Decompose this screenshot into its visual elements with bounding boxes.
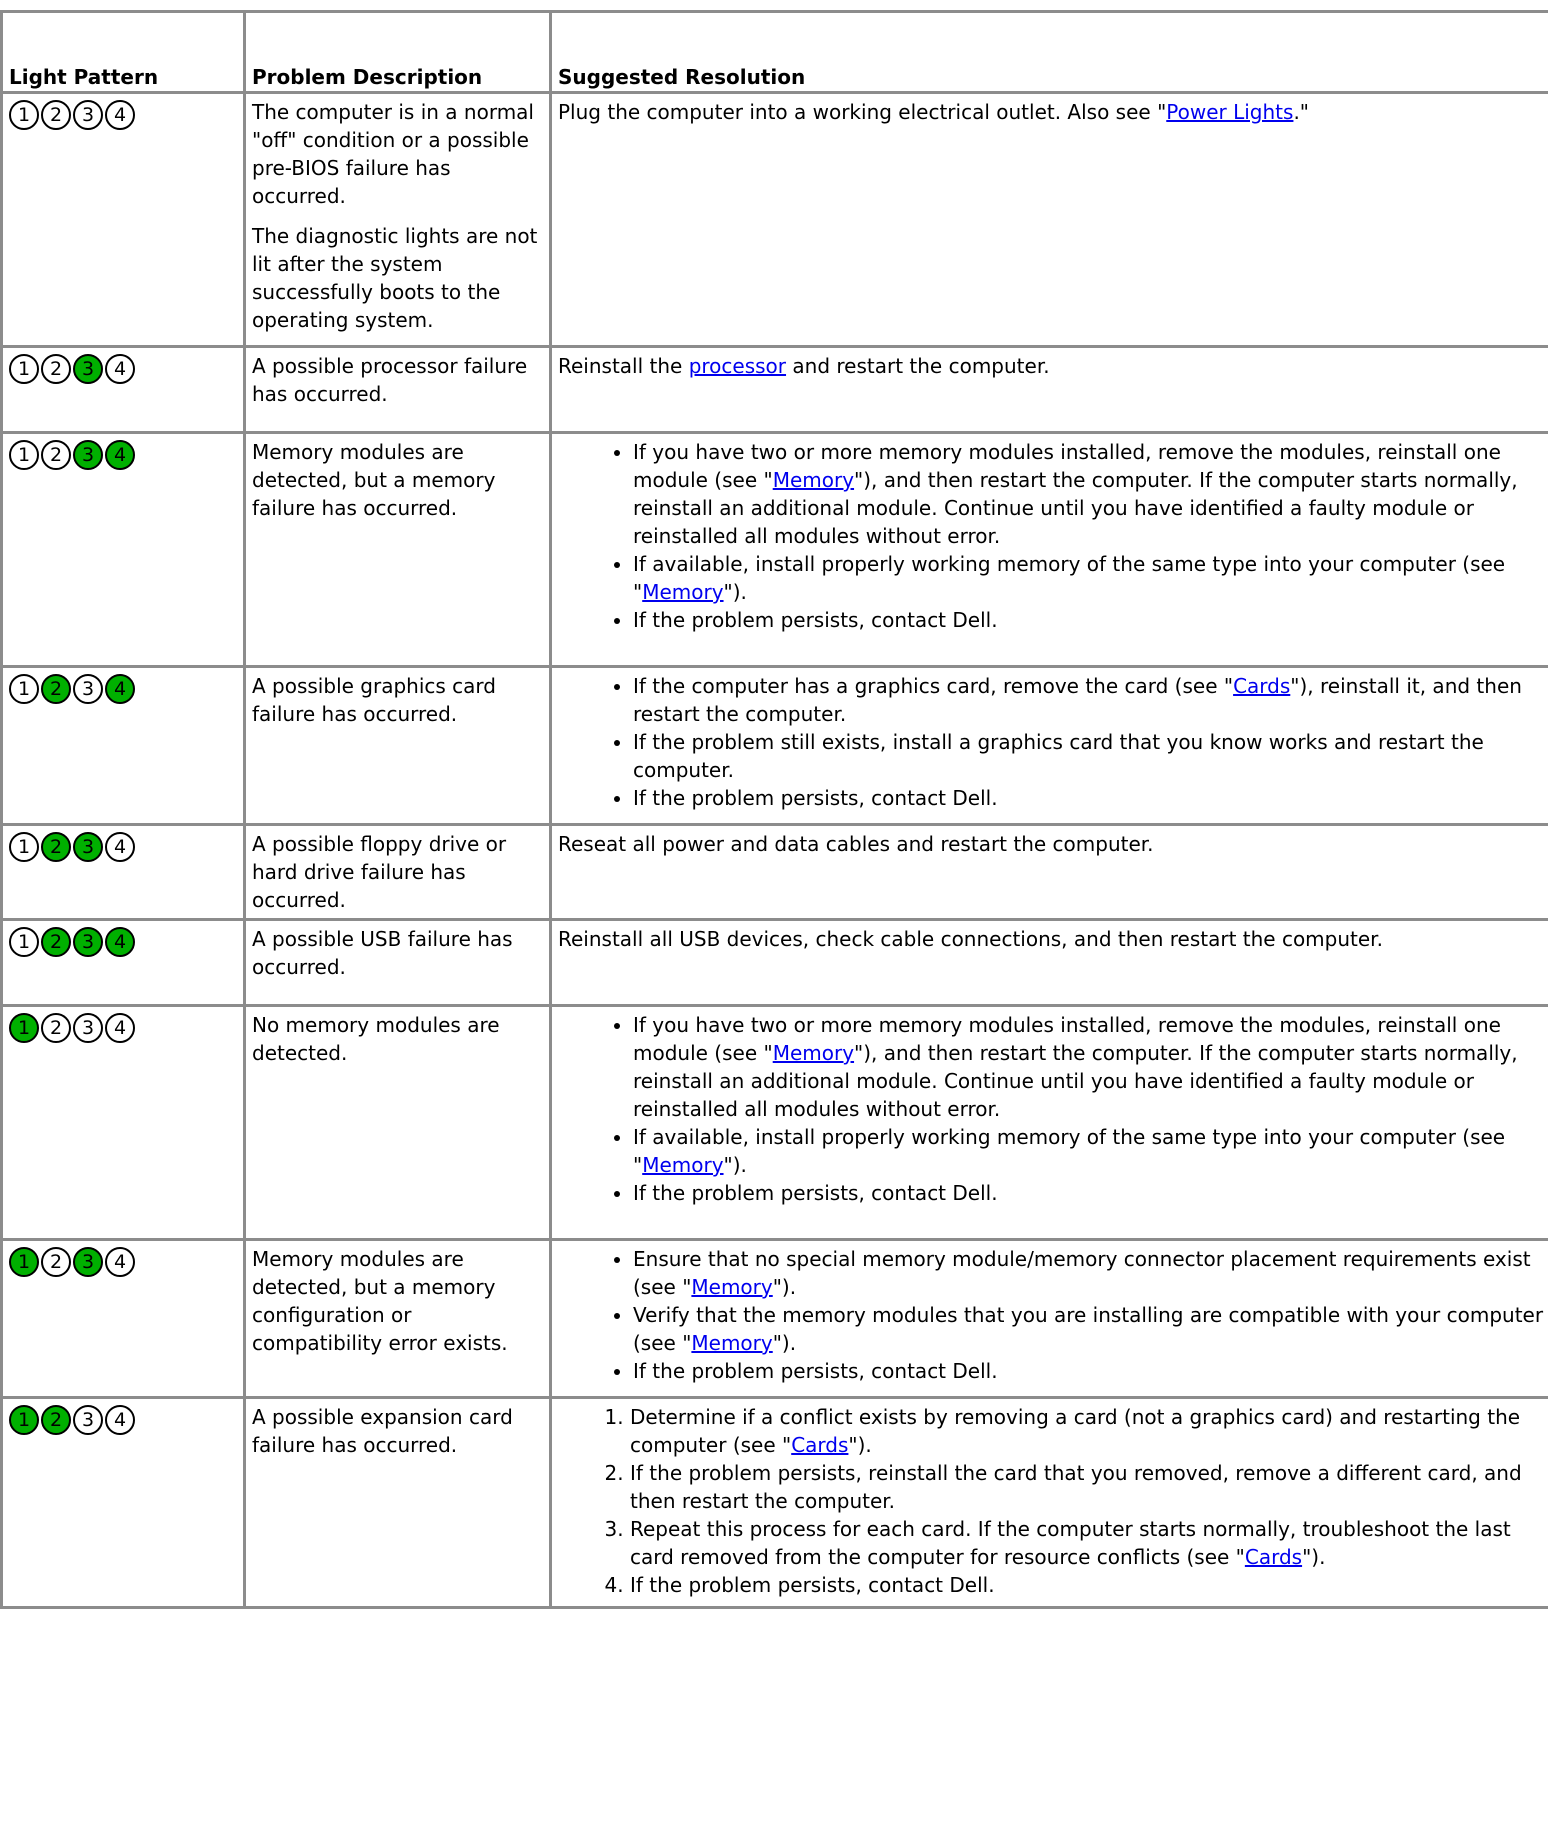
list-item	[630, 1571, 1548, 1599]
light-2-off-icon: 2	[41, 100, 71, 130]
light-3-off-icon: 3	[73, 100, 103, 130]
table-row	[3, 348, 1548, 434]
suggested-resolution-cell	[552, 434, 1548, 668]
problem-description-text: Memory modules are detected, but a memory configuration or compatibility error exists.	[252, 1247, 508, 1355]
resolution-paragraph	[558, 98, 1548, 126]
problem-description-cell	[246, 348, 552, 434]
link-memory[interactable]: Memory	[642, 580, 724, 604]
resolution-text: ").	[1302, 1545, 1326, 1569]
resolution-text: ").	[723, 1153, 747, 1177]
light-1-off-icon: 1	[9, 832, 39, 862]
problem-description-cell	[246, 434, 552, 668]
suggested-resolution-cell	[552, 826, 1548, 921]
problem-description-text: A possible USB failure has occurred.	[252, 927, 513, 979]
table-row	[3, 94, 1548, 348]
resolution-text: If the problem persists, contact Dell.	[633, 608, 998, 632]
light-2-on-icon: 2	[41, 1405, 71, 1435]
table-row	[3, 1399, 1548, 1609]
problem-description-text: A possible graphics card failure has occurred.	[252, 674, 496, 726]
light-4-on-icon: 4	[105, 927, 135, 957]
problem-description-text: A possible floppy drive or hard drive failure has occurred.	[252, 832, 507, 912]
resolution-bullet-list	[558, 438, 1548, 634]
light-pattern-cell	[3, 1399, 246, 1609]
list-item	[630, 1459, 1548, 1515]
diagnostic-lights-table-wrapper	[0, 10, 1548, 1609]
problem-description-text: A possible expansion card failure has occurred.	[252, 1405, 513, 1457]
diagnostic-lights	[9, 1403, 237, 1435]
light-1-off-icon: 1	[9, 927, 39, 957]
light-2-off-icon: 2	[41, 440, 71, 470]
light-2-off-icon: 2	[41, 1013, 71, 1043]
diagnostic-lights-table	[0, 10, 1548, 1609]
resolution-text: If the problem persists, reinstall the card that you removed, remove a different card, and then restart the computer.	[630, 1461, 1522, 1513]
table-row	[3, 1241, 1548, 1399]
light-pattern-cell	[3, 921, 246, 1007]
light-2-off-icon: 2	[41, 1247, 71, 1277]
resolution-text: Determine if a conflict exists by removing a card (not a graphics card) and restarting the computer (see "	[630, 1405, 1521, 1457]
problem-description-text: A possible processor failure has occurred.	[252, 354, 528, 406]
light-pattern-cell	[3, 434, 246, 668]
diagnostic-lights	[9, 925, 237, 957]
light-4-on-icon: 4	[105, 440, 135, 470]
link-power-lights[interactable]: Power Lights	[1166, 100, 1294, 124]
list-item	[630, 1515, 1548, 1571]
problem-description-cell	[246, 1007, 552, 1241]
resolution-text: Reinstall all USB devices, check cable connections, and then restart the computer.	[558, 927, 1383, 951]
resolution-text: If the problem persists, contact Dell.	[633, 786, 998, 810]
light-3-on-icon: 3	[73, 440, 103, 470]
header-problem-description: Problem Description	[246, 13, 552, 94]
resolution-text: ."	[1293, 100, 1309, 124]
problem-description-cell	[246, 1399, 552, 1609]
light-1-off-icon: 1	[9, 100, 39, 130]
link-processor[interactable]: processor	[688, 354, 787, 378]
resolution-bullet-list	[558, 1245, 1548, 1385]
light-4-off-icon: 4	[105, 1405, 135, 1435]
light-pattern-cell	[3, 348, 246, 434]
light-2-on-icon: 2	[41, 674, 71, 704]
link-cards[interactable]: Cards	[791, 1433, 849, 1457]
link-cards[interactable]: Cards	[1244, 1545, 1303, 1569]
table-header-row	[3, 13, 1548, 94]
light-4-off-icon: 4	[105, 100, 135, 130]
resolution-text: If available, install properly working memory of the same type into your computer (see "	[633, 552, 1506, 604]
problem-description-text: The computer is in a normal "off" condition or a possible pre-BIOS failure has occurred.	[252, 100, 534, 208]
header-suggested-resolution: Suggested Resolution	[552, 13, 1548, 94]
light-4-off-icon: 4	[105, 354, 135, 384]
light-1-on-icon: 1	[9, 1405, 39, 1435]
resolution-text: If the problem still exists, install a graphics card that you know works and restart the computer.	[633, 730, 1484, 782]
light-2-off-icon: 2	[41, 354, 71, 384]
resolution-paragraph	[558, 352, 1548, 380]
suggested-resolution-cell	[552, 921, 1548, 1007]
light-pattern-cell	[3, 94, 246, 348]
light-pattern-cell	[3, 668, 246, 826]
resolution-bullet-list	[558, 1011, 1548, 1207]
light-3-on-icon: 3	[73, 1247, 103, 1277]
list-item	[633, 1179, 1548, 1207]
list-item	[633, 1357, 1548, 1385]
table-body	[3, 94, 1548, 1609]
resolution-text: If the computer has a graphics card, remove the card (see "	[633, 674, 1234, 698]
list-item	[633, 438, 1548, 550]
link-memory[interactable]: Memory	[642, 1153, 724, 1177]
resolution-text: ").	[772, 1331, 797, 1355]
link-cards[interactable]: Cards	[1233, 674, 1291, 698]
resolution-paragraph	[558, 925, 1548, 953]
table-row	[3, 921, 1548, 1007]
light-pattern-cell	[3, 826, 246, 921]
resolution-text: If the problem persists, contact Dell.	[633, 1181, 998, 1205]
resolution-text: Plug the computer into a working electrical outlet. Also see "	[558, 100, 1167, 124]
light-4-off-icon: 4	[105, 1247, 135, 1277]
list-item	[633, 1123, 1548, 1179]
numbered-steps-list	[558, 1403, 1548, 1599]
light-1-on-icon: 1	[9, 1247, 39, 1277]
problem-description-cell	[246, 94, 552, 348]
suggested-resolution-cell	[552, 94, 1548, 348]
light-4-off-icon: 4	[105, 1013, 135, 1043]
resolution-text: and restart the computer.	[786, 354, 1050, 378]
light-3-off-icon: 3	[73, 1405, 103, 1435]
diagnostic-lights	[9, 438, 237, 470]
list-item	[633, 784, 1548, 812]
resolution-text: If the problem persists, contact Dell.	[630, 1573, 995, 1597]
resolution-text: If available, install properly working memory of the same type into your computer (see "	[633, 1125, 1506, 1177]
suggested-resolution-cell	[552, 668, 1548, 826]
link-memory[interactable]: Memory	[691, 1275, 773, 1299]
list-item	[633, 1011, 1548, 1123]
light-3-off-icon: 3	[73, 674, 103, 704]
resolution-text: Ensure that no special memory module/memory connector placement requirements exist (see "	[633, 1247, 1531, 1299]
light-4-off-icon: 4	[105, 832, 135, 862]
light-2-on-icon: 2	[41, 832, 71, 862]
list-item	[633, 550, 1548, 606]
resolution-text: ").	[848, 1433, 872, 1457]
diagnostic-lights	[9, 352, 237, 384]
resolution-text: "), reinstall it, and then restart the computer.	[633, 674, 1522, 726]
diagnostic-lights	[9, 1011, 237, 1043]
list-item	[630, 1403, 1548, 1459]
suggested-resolution-cell	[552, 348, 1548, 434]
suggested-resolution-cell	[552, 1399, 1548, 1609]
table-row	[3, 826, 1548, 921]
link-memory[interactable]: Memory	[772, 468, 855, 492]
suggested-resolution-cell	[552, 1241, 1548, 1399]
resolution-text: Reseat all power and data cables and restart the computer.	[558, 832, 1154, 856]
light-1-on-icon: 1	[9, 1013, 39, 1043]
diagnostic-lights	[9, 98, 237, 130]
resolution-bullet-list	[558, 672, 1548, 812]
diagnostic-lights	[9, 830, 237, 862]
resolution-text: "), and then restart the computer. If the computer starts normally, reinstall an additional module. Continue until you have identified a faulty module or reinstalled all modules without error.	[633, 468, 1518, 548]
light-3-on-icon: 3	[73, 354, 103, 384]
resolution-text: "), and then restart the computer. If the computer starts normally, reinstall an additional module. Continue until you have identified a faulty module or reinstalled all modules without error.	[633, 1041, 1518, 1121]
resolution-text: ").	[723, 580, 747, 604]
header-light-pattern: Light Pattern	[3, 13, 246, 94]
light-1-off-icon: 1	[9, 354, 39, 384]
light-pattern-cell	[3, 1007, 246, 1241]
problem-description-cell	[246, 826, 552, 921]
resolution-text: If you have two or more memory modules installed, remove the modules, reinstall one module (see "	[633, 440, 1501, 492]
diagnostic-lights	[9, 1245, 237, 1277]
table-row	[3, 434, 1548, 668]
resolution-text: Reinstall the	[558, 354, 689, 378]
light-1-off-icon: 1	[9, 440, 39, 470]
problem-description-cell	[246, 668, 552, 826]
light-1-off-icon: 1	[9, 674, 39, 704]
resolution-text: If you have two or more memory modules installed, remove the modules, reinstall one module (see "	[633, 1013, 1501, 1065]
diagnostic-lights	[9, 672, 237, 704]
resolution-text: Repeat this process for each card. If the computer starts normally, troubleshoot the last card removed from the computer for resource conflicts (see "	[630, 1517, 1511, 1569]
light-3-on-icon: 3	[73, 927, 103, 957]
light-2-on-icon: 2	[41, 927, 71, 957]
light-4-on-icon: 4	[105, 674, 135, 704]
link-memory[interactable]: Memory	[691, 1331, 773, 1355]
list-item	[633, 1301, 1548, 1357]
problem-description-text: Memory modules are detected, but a memory failure has occurred.	[252, 440, 496, 520]
table-row	[3, 668, 1548, 826]
light-pattern-cell	[3, 1241, 246, 1399]
resolution-text: If the problem persists, contact Dell.	[633, 1359, 998, 1383]
light-3-on-icon: 3	[73, 832, 103, 862]
link-memory[interactable]: Memory	[772, 1041, 855, 1065]
problem-description-cell	[246, 1241, 552, 1399]
resolution-text: Verify that the memory modules that you are installing are compatible with your computer (see "	[633, 1303, 1544, 1355]
list-item	[633, 672, 1548, 728]
suggested-resolution-cell	[552, 1007, 1548, 1241]
list-item	[633, 606, 1548, 634]
problem-description-text: No memory modules are detected.	[252, 1013, 500, 1065]
problem-description-text: The diagnostic lights are not lit after the system successfully boots to the operating system.	[252, 224, 538, 332]
list-item	[633, 1245, 1548, 1301]
light-3-off-icon: 3	[73, 1013, 103, 1043]
list-item	[633, 728, 1548, 784]
table-row	[3, 1007, 1548, 1241]
resolution-text: ").	[772, 1275, 797, 1299]
resolution-paragraph	[558, 830, 1548, 858]
problem-description-cell	[246, 921, 552, 1007]
